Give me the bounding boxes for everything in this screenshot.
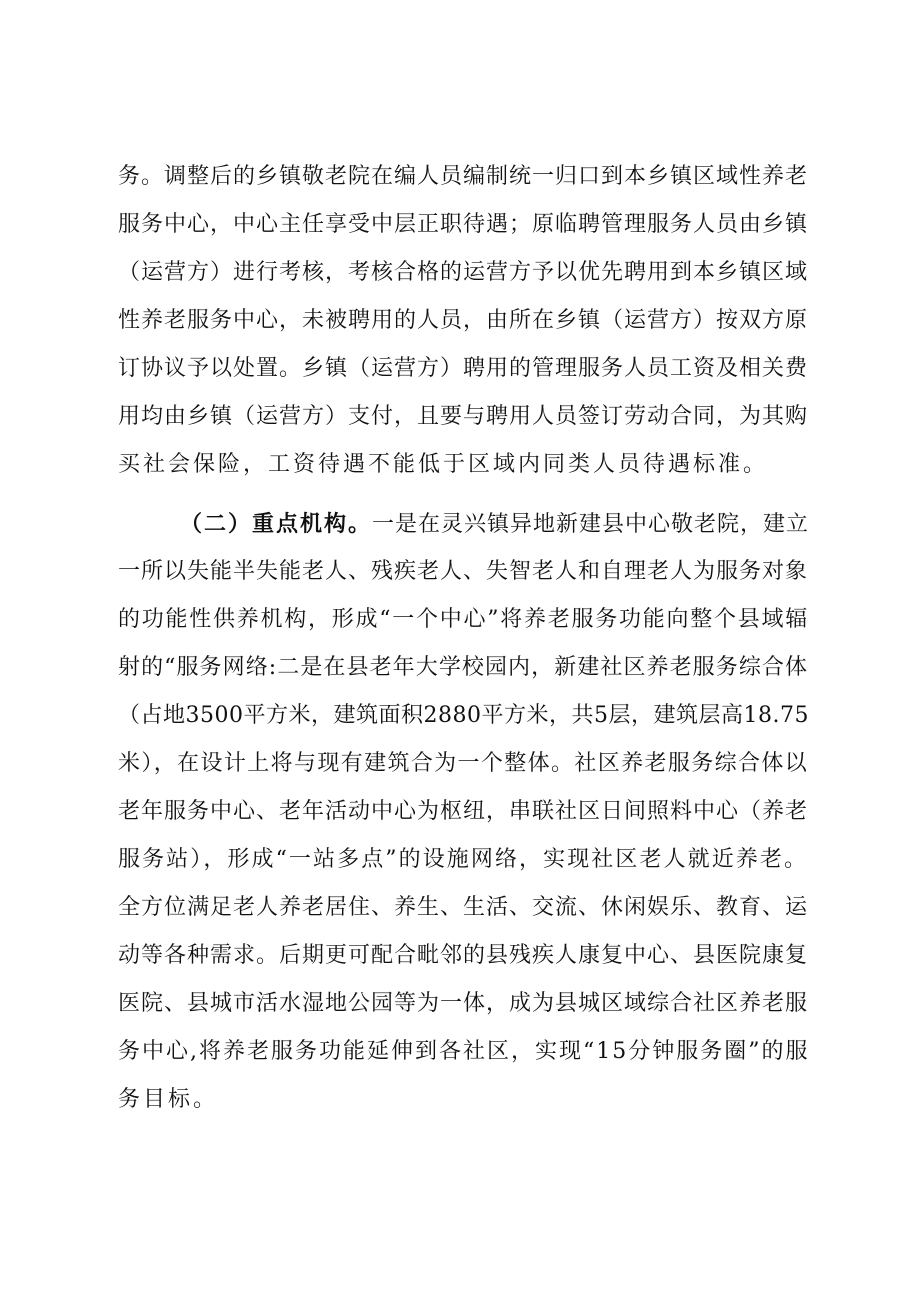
text-line: 米），在设计上将与现有建筑合为一个整体。社区养老服务综合体以 xyxy=(118,751,808,776)
text-line: 务中心,将养老服务功能延伸到各社区，实现“15分钟服务圈”的服 xyxy=(118,1039,810,1064)
heading-line-rest: 一是在灵兴镇异地新建县中心敬老院，建立 xyxy=(372,512,810,537)
paragraph-staffing xyxy=(118,153,808,489)
text-line: 服务中心，中心主任享受中层正职待遇；原临聘管理服务人员由乡镇 xyxy=(118,212,809,237)
text-line: 动等各种需求。后期更可配合毗邻的县残疾人康复中心、县医院康复 xyxy=(118,943,809,968)
document-page xyxy=(118,153,808,1124)
text-line: 医院、县城市活水湿地公园等为一体，成为县城区域综合社区养老服 xyxy=(118,991,809,1016)
paragraph-gap xyxy=(118,489,808,500)
text-line: 用均由乡镇（运营方）支付，且要与聘用人员签订劳动合同，为其购 xyxy=(118,404,809,429)
text-line: 的功能性供养机构，形成“一个中心”将养老服务功能向整个县域辐 xyxy=(118,607,809,632)
text-line: 服务站），形成“一站多点”的设施网络，实现社区老人就近养老。 xyxy=(118,847,808,872)
text-line: 性养老服务中心，未被聘用的人员，由所在乡镇（运营方）按双方原 xyxy=(118,308,809,333)
text-line: 射的“服务网络:二是在县老年大学校园内，新建社区养老服务综合体 xyxy=(118,655,808,680)
text-line: 一所以失能半失能老人、残疾老人、失智老人和自理老人为服务对象 xyxy=(118,559,809,584)
section-heading: （二）重点机构。 xyxy=(180,511,373,537)
text-line: 全方位满足老人养老居住、养生、生活、交流、休闲娱乐、教育、运 xyxy=(118,895,809,920)
text-line: 务。调整后的乡镇敬老院在编人员编制统一归口到本乡镇区域性养老 xyxy=(118,164,809,189)
text-line-first xyxy=(118,500,808,548)
text-line: 老年服务中心、老年活动中心为枢纽，串联社区日间照料中心（养老 xyxy=(118,799,809,824)
text-line: 买社会保险，工资待遇不能低于区域内同类人员待遇标准。 xyxy=(118,452,769,477)
paragraph-key-institutions xyxy=(118,500,808,1124)
text-line: 订协议予以处置。乡镇（运营方）聘用的管理服务人员工资及相关费 xyxy=(118,356,809,381)
text-line: 务目标。 xyxy=(118,1087,219,1112)
text-line: （占地3500平方米，建筑面积2880平方米，共5层，建筑层高18.75 xyxy=(118,703,809,728)
text-line: （运营方）进行考核，考核合格的运营方予以优先聘用到本乡镇区域 xyxy=(118,260,809,285)
